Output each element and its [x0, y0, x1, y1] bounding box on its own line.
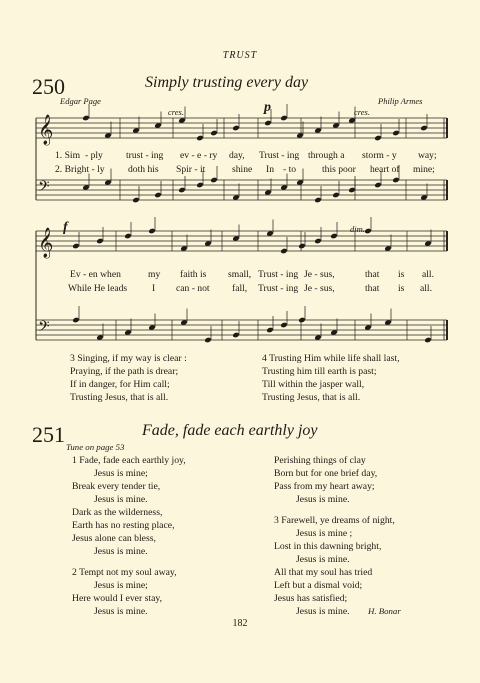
verse-line: Till within the jasper wall,	[262, 379, 365, 390]
lyric: that	[365, 269, 380, 280]
lyric: doth his	[128, 164, 159, 175]
lyric: I	[152, 283, 156, 294]
lyric: storm - y	[362, 150, 397, 161]
lyric: that	[365, 283, 380, 294]
running-head: TRUST	[222, 50, 258, 61]
dynamic-cres-1: cres.	[168, 107, 184, 117]
verse-line: Here would I ever stay,	[72, 593, 163, 604]
lyric: - to	[283, 164, 297, 175]
page-number: 182	[232, 618, 248, 629]
hymn-number-251: 251	[32, 422, 65, 447]
verse-line: Break every tender tie,	[72, 481, 161, 492]
verse-line: Jesus is mine.	[296, 494, 350, 505]
verse-line: Trusting Jesus, that is all.	[70, 392, 169, 403]
lyric: is	[398, 283, 405, 294]
verse-line: Jesus is mine.	[94, 546, 148, 557]
verse-line: 2 Tempt not my soul away,	[72, 567, 177, 578]
lyric: - ply	[85, 150, 103, 161]
hymn-251-column-1	[72, 454, 186, 618]
verse-gap	[274, 506, 395, 514]
lyric: Trust - ing	[258, 269, 299, 280]
lyric-line-3	[0, 269, 480, 281]
dynamic-cres-2: cres.	[354, 107, 370, 117]
hymn-number-250: 250	[32, 74, 65, 99]
verse-line: Earth has no resting place,	[72, 520, 175, 531]
dynamic-dim: dim.	[350, 224, 365, 234]
hymn-title-251: Fade, fade each earthly joy	[142, 422, 318, 439]
verse-line: Jesus has satisfied;	[274, 593, 348, 604]
verse-line: All that my soul has tried	[274, 567, 373, 578]
hymn-title-250: Simply trusting every day	[145, 74, 309, 91]
lyric: shine	[232, 164, 253, 175]
lyric: Spir - it	[176, 164, 206, 175]
lyric: mine;	[413, 164, 435, 175]
lyric: ev - e - ry	[180, 150, 218, 161]
svg-text:𝄞: 𝄞	[38, 115, 54, 145]
lyric: 1. Sim	[55, 150, 81, 161]
hymn-author: H. Bonar	[368, 606, 401, 616]
lyric: can - not	[176, 283, 210, 294]
verse-line: Trusting him till earth is past;	[262, 366, 377, 377]
lyric: trust - ing	[126, 150, 164, 161]
dynamic-f: f	[63, 220, 68, 235]
lyric: all.	[422, 269, 434, 280]
lyric: Je - sus,	[304, 269, 335, 280]
verse-line: Pass from my heart away;	[274, 481, 375, 492]
lyric: faith is	[180, 269, 207, 280]
lyric: In	[266, 164, 274, 175]
lyric: this poor	[322, 164, 356, 175]
verse-line: Jesus is mine;	[94, 580, 148, 591]
verse-line: Lost in this dawning bright,	[274, 541, 382, 552]
lyric: small,	[228, 269, 252, 280]
lyric-line-1	[0, 150, 480, 162]
verse-line: Jesus is mine.	[296, 606, 350, 617]
verse-gap	[72, 558, 186, 566]
verse-line: 3 Singing, if my way is clear :	[70, 353, 187, 364]
verse-line: Jesus is mine;	[94, 468, 148, 479]
verse-line: Praying, if the path is drear;	[70, 366, 179, 377]
lyric: way;	[418, 150, 437, 161]
svg-text:𝄞: 𝄞	[38, 228, 54, 258]
verse-line: Trusting Jesus, that is all.	[262, 392, 361, 403]
verse-4	[262, 352, 400, 404]
lyric: 2. Bright - ly	[55, 164, 105, 175]
verse-line: 1 Fade, fade each earthly joy,	[72, 455, 186, 466]
verse-line: If in danger, for Him call;	[70, 379, 170, 390]
verse-line: Jesus is mine.	[94, 606, 148, 617]
lyric: heart of	[370, 164, 400, 175]
lyric: Je - sus,	[304, 283, 335, 294]
verse-line: Jesus is mine.	[296, 554, 350, 565]
verse-line: Jesus is mine.	[94, 494, 148, 505]
composer-right: Philip Armes	[378, 96, 423, 106]
lyric: Trust - ing	[258, 283, 299, 294]
verse-line: 4 Trusting Him while life shall last,	[262, 353, 400, 364]
verse-line: Born but for one brief day,	[274, 468, 378, 479]
lyric: through a	[308, 150, 345, 161]
lyric: all.	[420, 283, 432, 294]
lyric: fall,	[232, 283, 248, 294]
lyric: my	[148, 269, 161, 280]
verse-line: Perishing things of clay	[274, 455, 366, 466]
verse-line: 3 Farewell, ye dreams of night,	[274, 515, 395, 526]
verse-line: Jesus is mine ;	[296, 528, 353, 539]
lyric: day,	[229, 150, 245, 161]
dynamic-p: p	[264, 100, 271, 115]
hymn-251-column-2	[274, 454, 395, 618]
composer-left: Edgar Page	[60, 96, 101, 106]
lyric-line-2	[0, 164, 480, 176]
verse-line: Left but a dismal void;	[274, 580, 363, 591]
svg-text:𝄢: 𝄢	[38, 178, 50, 199]
tune-reference: Tune on page 53	[66, 442, 125, 452]
verse-3	[70, 352, 187, 404]
lyric: Trust - ing	[259, 150, 300, 161]
lyric-line-4	[0, 283, 480, 295]
lyric: While He leads	[68, 283, 128, 294]
lyric: Ev - en when	[70, 269, 121, 280]
verse-line: Dark as the wilderness,	[72, 507, 163, 518]
svg-text:𝄢: 𝄢	[38, 318, 50, 339]
verse-line: Jesus alone can bless,	[72, 533, 156, 544]
lyric: is	[398, 269, 405, 280]
